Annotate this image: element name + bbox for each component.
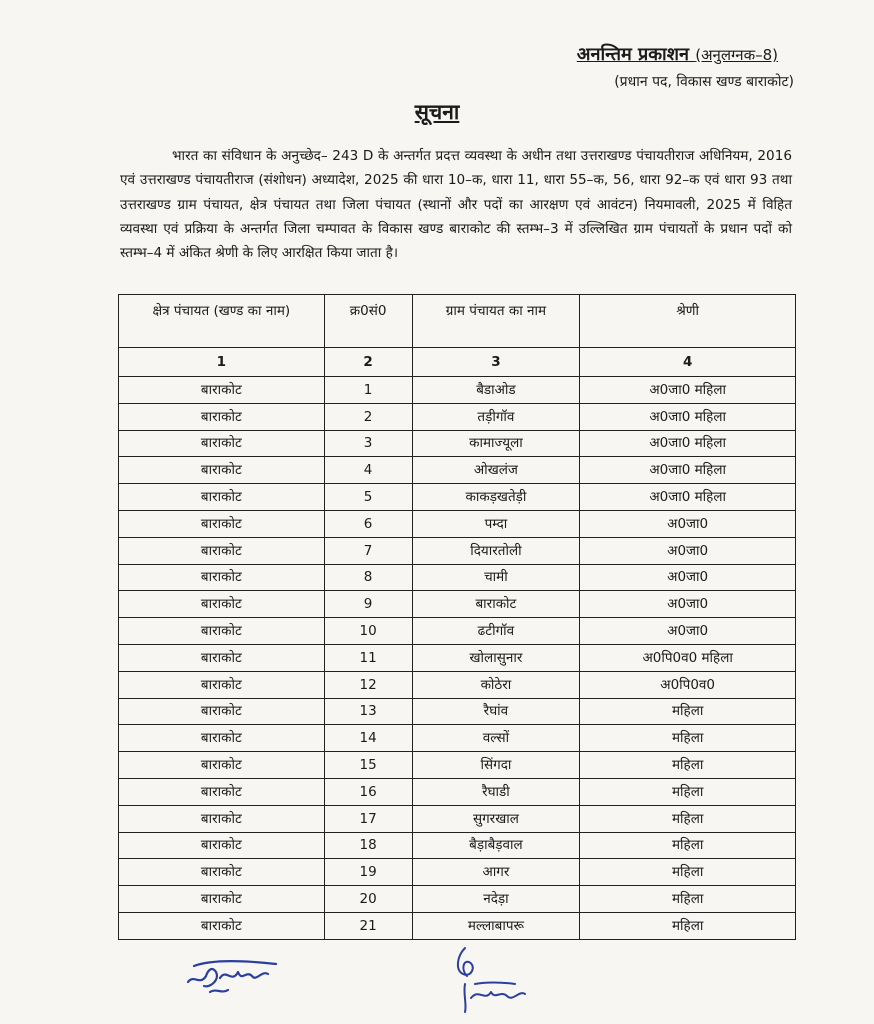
cell-village-name: ओखलंज xyxy=(412,457,580,484)
cell-block-name: बाराकोट xyxy=(119,671,325,698)
table-header-row xyxy=(119,295,796,348)
cell-block-name: बाराकोट xyxy=(119,805,325,832)
cell-village-name: सुगरखाल xyxy=(412,805,580,832)
table-row xyxy=(119,644,796,671)
cell-village-name: तड़ीगॉव xyxy=(412,403,580,430)
column-number: 3 xyxy=(412,348,580,377)
signature-left xyxy=(180,952,290,1000)
column-number-row xyxy=(119,348,796,377)
cell-block-name: बाराकोट xyxy=(119,457,325,484)
cell-village-name: मल्लाबापरू xyxy=(412,912,580,939)
cell-category: अ0पि0व0 महिला xyxy=(580,644,796,671)
cell-village-name: कामाज्यूला xyxy=(412,430,580,457)
cell-village-name: काकड़खतेड़ी xyxy=(412,484,580,511)
cell-serial: 6 xyxy=(324,510,412,537)
cell-block-name: बाराकोट xyxy=(119,510,325,537)
cell-serial: 4 xyxy=(324,457,412,484)
table-row xyxy=(119,591,796,618)
signature-right xyxy=(445,940,545,1016)
cell-block-name: बाराकोट xyxy=(119,403,325,430)
document-subtitle: (प्रधान पद, विकास खण्ड बाराकोट) xyxy=(614,74,794,90)
cell-village-name: सिंगदा xyxy=(412,752,580,779)
cell-village-name: खोलासुनार xyxy=(412,644,580,671)
cell-village-name: चामी xyxy=(412,564,580,591)
table-row xyxy=(119,805,796,832)
cell-category: महिला xyxy=(580,886,796,913)
cell-serial: 9 xyxy=(324,591,412,618)
cell-category: महिला xyxy=(580,725,796,752)
cell-category: अ0जा0 महिला xyxy=(580,457,796,484)
table-row xyxy=(119,510,796,537)
cell-category: अ0जा0 xyxy=(580,537,796,564)
cell-category: अ0जा0 xyxy=(580,618,796,645)
table-body xyxy=(119,377,796,940)
document-title: अनन्तिम प्रकाशन xyxy=(576,44,689,65)
table-row xyxy=(119,832,796,859)
cell-block-name: बाराकोट xyxy=(119,377,325,404)
document-header xyxy=(577,42,778,66)
cell-category: अ0जा0 xyxy=(580,591,796,618)
cell-category: महिला xyxy=(580,832,796,859)
cell-serial: 16 xyxy=(324,778,412,805)
cell-serial: 7 xyxy=(324,537,412,564)
header-cell-village: ग्राम पंचायत का नाम xyxy=(412,295,580,348)
cell-category: महिला xyxy=(580,912,796,939)
cell-village-name: आगर xyxy=(412,859,580,886)
header-cell-block: क्षेत्र पंचायत (खण्ड का नाम) xyxy=(119,295,325,348)
table-row xyxy=(119,671,796,698)
cell-serial: 2 xyxy=(324,403,412,430)
table-row xyxy=(119,430,796,457)
reservation-table xyxy=(118,294,796,940)
cell-block-name: बाराकोट xyxy=(119,725,325,752)
cell-category: अ0जा0 xyxy=(580,510,796,537)
cell-block-name: बाराकोट xyxy=(119,430,325,457)
cell-block-name: बाराकोट xyxy=(119,591,325,618)
cell-block-name: बाराकोट xyxy=(119,859,325,886)
cell-block-name: बाराकोट xyxy=(119,484,325,511)
cell-village-name: ढटीगॉव xyxy=(412,618,580,645)
table-row xyxy=(119,484,796,511)
table-row xyxy=(119,403,796,430)
table-row xyxy=(119,457,796,484)
cell-serial: 8 xyxy=(324,564,412,591)
cell-village-name: पम्दा xyxy=(412,510,580,537)
cell-block-name: बाराकोट xyxy=(119,644,325,671)
table-row xyxy=(119,377,796,404)
cell-category: अ0जा0 महिला xyxy=(580,430,796,457)
cell-block-name: बाराकोट xyxy=(119,832,325,859)
table-row xyxy=(119,912,796,939)
table-row xyxy=(119,778,796,805)
cell-serial: 15 xyxy=(324,752,412,779)
table-row xyxy=(119,618,796,645)
cell-village-name: कोठेरा xyxy=(412,671,580,698)
cell-serial: 18 xyxy=(324,832,412,859)
cell-serial: 11 xyxy=(324,644,412,671)
cell-category: अ0जा0 महिला xyxy=(580,403,796,430)
cell-village-name: बैडाओड xyxy=(412,377,580,404)
cell-village-name: बैड़ाबैड़वाल xyxy=(412,832,580,859)
cell-category: अ0पि0व0 xyxy=(580,671,796,698)
cell-category: अ0जा0 महिला xyxy=(580,484,796,511)
cell-block-name: बाराकोट xyxy=(119,564,325,591)
cell-village-name: रैघाडी xyxy=(412,778,580,805)
cell-block-name: बाराकोट xyxy=(119,537,325,564)
cell-serial: 10 xyxy=(324,618,412,645)
notice-title: सूचना xyxy=(414,100,460,124)
cell-category: महिला xyxy=(580,778,796,805)
header-cell-serial: क्र0सं0 xyxy=(324,295,412,348)
cell-serial: 21 xyxy=(324,912,412,939)
cell-block-name: बाराकोट xyxy=(119,778,325,805)
column-number: 1 xyxy=(119,348,325,377)
table-row xyxy=(119,564,796,591)
annexure-label: (अनुलग्नक–8) xyxy=(695,46,778,64)
cell-serial: 12 xyxy=(324,671,412,698)
cell-block-name: बाराकोट xyxy=(119,618,325,645)
table-row xyxy=(119,752,796,779)
cell-serial: 1 xyxy=(324,377,412,404)
cell-category: अ0जा0 महिला xyxy=(580,377,796,404)
cell-block-name: बाराकोट xyxy=(119,912,325,939)
cell-village-name: नदेड़ा xyxy=(412,886,580,913)
table-row xyxy=(119,886,796,913)
cell-category: महिला xyxy=(580,698,796,725)
cell-village-name: दियारतोली xyxy=(412,537,580,564)
intro-paragraph: भारत का संविधान के अनुच्छेद– 243 D के अन्तर्गत प्रदत्त व्यवस्था के अधीन तथा उत्तराखण्ड पंचायतीराज अधिनियम, 2016 एवं उत्तराखण्ड पंचायतीराज (संशोधन) अध्यादेश, 2025 की धारा 10–क, धारा 11, धारा 55–क, 56, धारा 92–क एवं धारा 93 तथा उत्तराखण्ड ग्राम पंचायत, क्षेत्र पंचायत तथा जिला पंचायत (स्थानों और पदों का आरक्षण एवं आवंटन) नियमावली, 2025 में विहित व्यवस्था एवं प्रक्रिया के अन्तर्गत जिला चम्पावत के विकास खण्ड बाराकोट की स्तम्भ–3 में उल्लिखित ग्राम पंचायतों के प्रधान पदों को स्तम्भ–4 में अंकित श्रेणी के लिए आरक्षित किया जाता है। xyxy=(120,148,792,262)
table-row xyxy=(119,725,796,752)
cell-serial: 17 xyxy=(324,805,412,832)
column-number: 4 xyxy=(580,348,796,377)
column-number: 2 xyxy=(324,348,412,377)
cell-village-name: वल्सों xyxy=(412,725,580,752)
cell-serial: 5 xyxy=(324,484,412,511)
cell-category: महिला xyxy=(580,752,796,779)
cell-category: महिला xyxy=(580,805,796,832)
cell-serial: 20 xyxy=(324,886,412,913)
cell-category: अ0जा0 xyxy=(580,564,796,591)
cell-category: महिला xyxy=(580,859,796,886)
cell-block-name: बाराकोट xyxy=(119,886,325,913)
cell-block-name: बाराकोट xyxy=(119,698,325,725)
header-cell-category: श्रेणी xyxy=(580,295,796,348)
cell-block-name: बाराकोट xyxy=(119,752,325,779)
cell-village-name: बाराकोट xyxy=(412,591,580,618)
table-row xyxy=(119,859,796,886)
cell-serial: 19 xyxy=(324,859,412,886)
cell-serial: 14 xyxy=(324,725,412,752)
table-row xyxy=(119,537,796,564)
cell-village-name: रैघांव xyxy=(412,698,580,725)
cell-serial: 3 xyxy=(324,430,412,457)
cell-serial: 13 xyxy=(324,698,412,725)
table-row xyxy=(119,698,796,725)
